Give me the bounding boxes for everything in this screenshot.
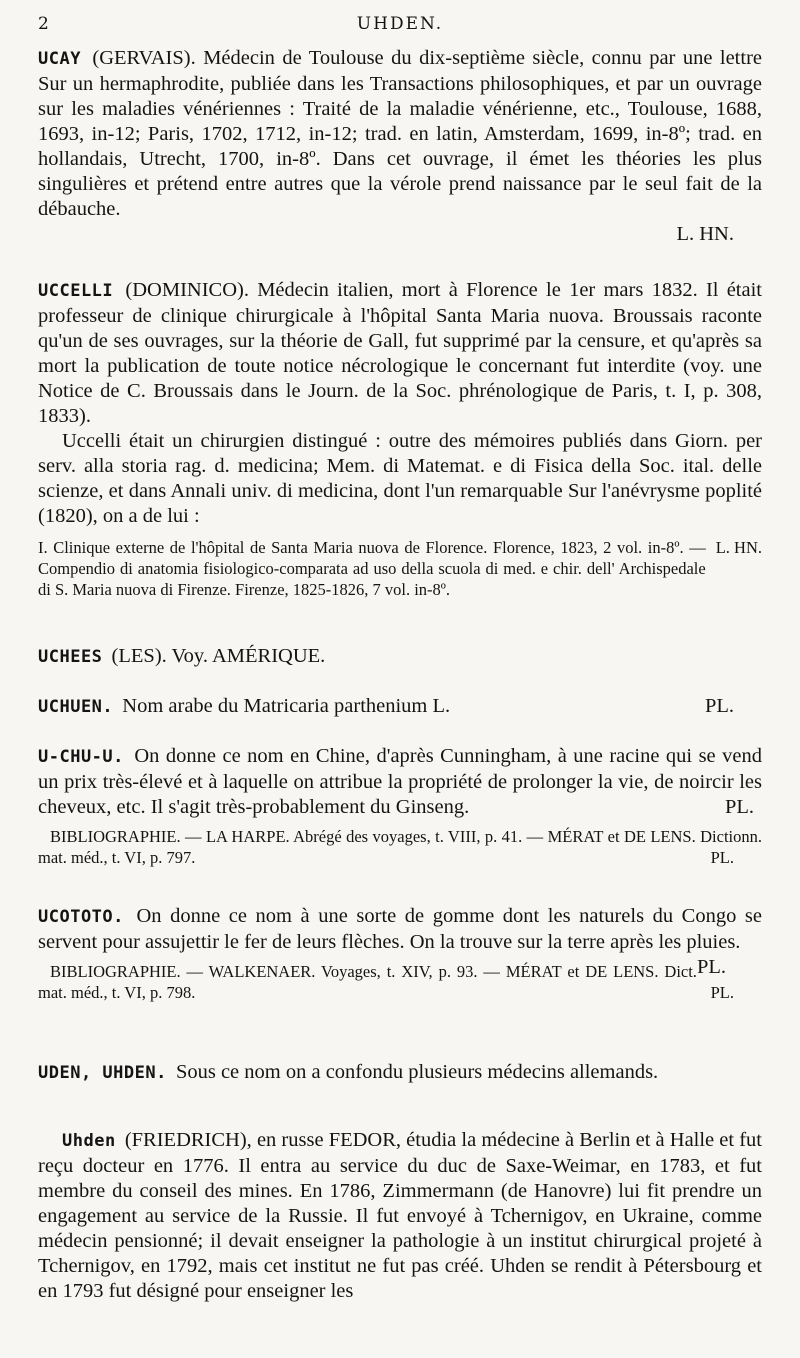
running-head <box>38 14 762 38</box>
bibliography: BIBLIOGRAPHIE. — LA HARPE. Abrégé des voyages, t. VIII, p. 41. — MÉRAT et DE LENS. Dictionn. mat. méd., t. VI, p. 797. <box>38 827 762 867</box>
signature: PL. <box>724 796 754 818</box>
works-list: I. Clinique externe de l'hôpital de Santa Maria nuova de Florence. Florence, 1823, 2 vol. in-8º. — Compendio di anatomia fisiologico-comparata ad uso della scuola di med. e chir. dell' Archispedale di S. Maria nuova di Firenze. Firenze, 1825-1826, 7 vol. in-8º. <box>38 538 706 599</box>
signature: PL. <box>704 695 734 717</box>
signature: PL. <box>696 956 726 978</box>
entry-uccelli <box>38 278 762 600</box>
entry-ucay <box>38 46 762 247</box>
headword: UCCELLI <box>38 281 114 301</box>
entry-text: Nom arabe du Matricaria parthenium L. <box>122 695 451 717</box>
bibliography-signature: PL. <box>710 848 734 867</box>
headword: U-CHU-U. <box>38 747 124 767</box>
entry-text: (DOMINICO). Médecin italien, mort à Florence le 1er mars 1832. Il était professeur de clinique chirurgicale à l'hôpital Santa Maria nuova. Broussais raconte qu'un de ses ouvrages, sur la théorie de Gall, fut supprimé par la censure, et qu'après sa mort la publication de toute notice nécrologique le concernant fut interdite (voy. une Notice de C. Broussais dans le Journ. de la Soc. phrénologique de Paris, t. I, p. 308, 1833). <box>38 279 762 427</box>
entry-text: On donne ce nom en Chine, d'après Cunningham, à une racine qui se vend un prix très-élevé et à laquelle on attribue la propriété de prolonger la vie, de noircir les cheveux, etc. Il s'agit très-probablement du Ginseng. <box>38 745 762 818</box>
entry-uchees <box>38 644 762 670</box>
entry-ucototo <box>38 904 762 1003</box>
entry-paragraph: Uccelli était un chirurgien distingué : outre des mémoires publiés dans Giorn. per serv. alla storia rag. d. medicina; Mem. di Matemat. e di Fisica della Soc. ital. delle scienze, et dans Annali univ. di medicina, dont l'un remarquable Sur l'anévrysme poplité (1820), on a de lui : <box>38 430 762 527</box>
entry-text: Sous ce nom on a confondu plusieurs médecins allemands. <box>175 1061 659 1083</box>
headword: Uhden <box>62 1131 116 1151</box>
headword: UCHUEN. <box>38 697 114 717</box>
entry-text: On donne ce nom à une sorte de gomme dont les naturels du Congo se servent pour assujettir le fer de leurs flèches. On la trouve sur la terre après les pluies. <box>38 905 763 953</box>
headword: UDEN, UHDEN. <box>38 1063 167 1083</box>
entry-u-chu-u <box>38 744 762 868</box>
bibliography-signature: PL. <box>710 983 734 1002</box>
entry-text: (LES). Voy. AMÉRIQUE. <box>111 645 326 667</box>
signature: L. HN. <box>715 538 762 557</box>
entry-uhden-friedrich <box>38 1128 762 1304</box>
bibliography: BIBLIOGRAPHIE. — WALKENAER. Voyages, t. XIV, p. 93. — MÉRAT et DE LENS. Dict. mat. méd., t. VI, p. 798. <box>38 962 697 1002</box>
entry-uden-uhden <box>38 1060 762 1086</box>
entry-text: (GERVAIS). Médecin de Toulouse du dix-septième siècle, connu par une lettre Sur un hermaphrodite, publiée dans les Transactions philosophiques, et par un ouvrage sur les maladies vénériennes : Traité de la maladie vénérienne, etc., Toulouse, 1688, 1693, in-12; Paris, 1702, 1712, in-12; trad. en latin, Amsterdam, 1699, in-8º; trad. en hollandais, Utrecht, 1700, in-8º. Dans cet ouvrage, il émet les théories les plus singulières et prétend entre autres que la vérole prend naissance par le seul fait de la débauche. <box>38 47 762 220</box>
page-number: 2 <box>38 14 49 34</box>
headword: UCOTOTO. <box>38 907 124 927</box>
signature: L. HN. <box>676 223 734 245</box>
headword: UCHEES <box>38 647 103 667</box>
entry-text: (FRIEDRICH), en russe FEDOR, étudia la médecine à Berlin et à Halle et fut reçu docteur en 1776. Il entra au service du duc de Saxe-Weimar, en 1783, et fut membre du conseil des mines. En 1786, Zimmermann (de Hanovre) lui fit prendre un engagement au service de la Russie. Il fut envoyé à Tchernigov, en Ukraine, comme médecin pensionné; il devait enseigner la pathologie à un institut chirurgical projeté à Tchernigov, en 1792, mais cet institut ne fut pas créé. Uhden se rendit à Pétersbourg et en 1793 fut désigné pour enseigner les <box>38 1129 762 1302</box>
headword: UCAY <box>38 49 81 69</box>
entry-uchuen <box>38 694 762 720</box>
running-title: UHDEN. <box>356 14 444 34</box>
